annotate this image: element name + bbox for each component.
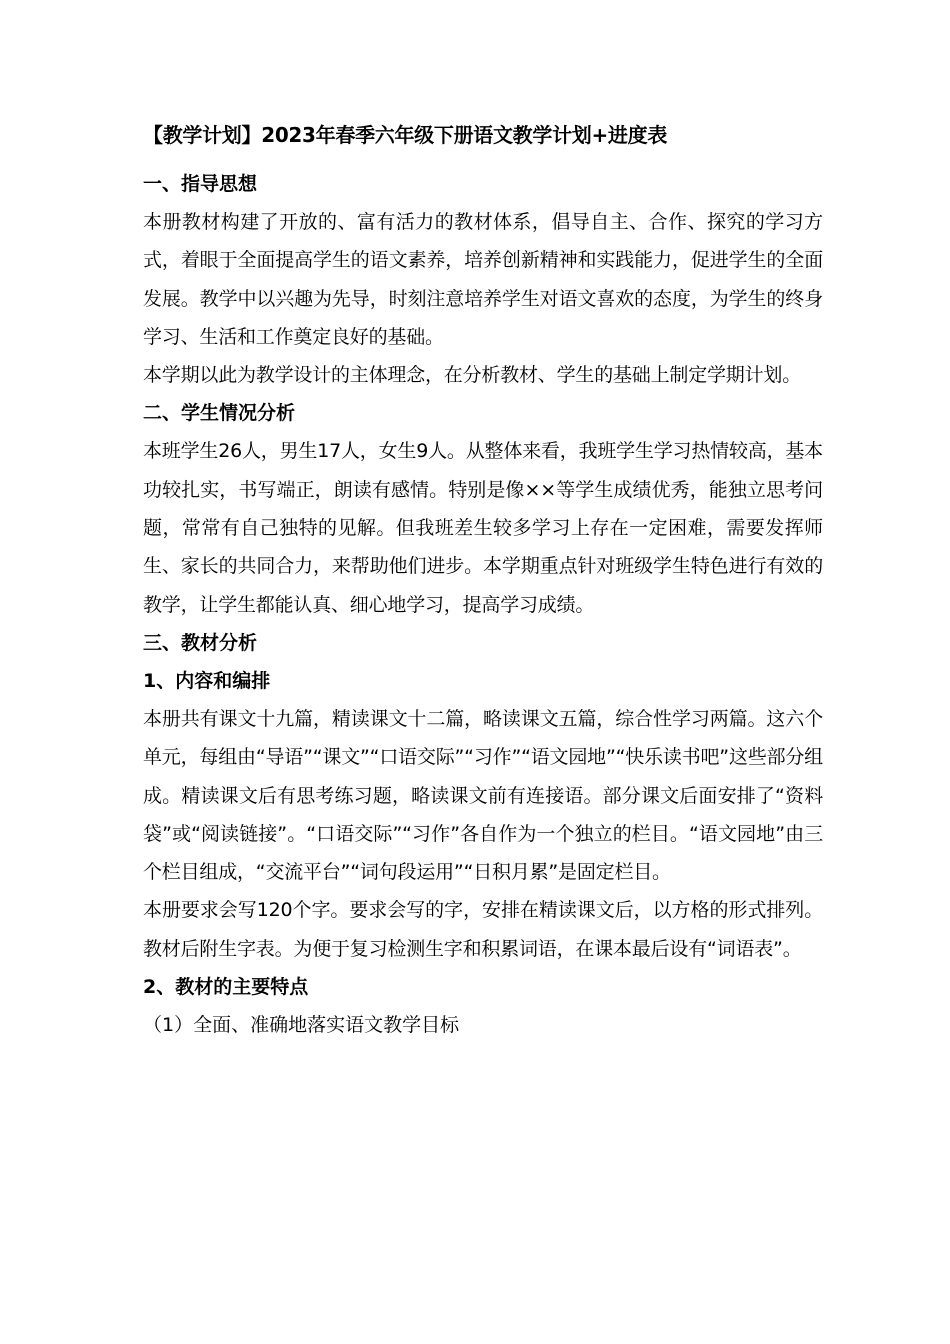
section-heading-textbook-analysis: 三、教材分析	[143, 631, 258, 654]
document-title: 【教学计划】2023年春季六年级下册语文教学计划+进度表	[143, 123, 668, 147]
paragraph-student-analysis: 本班学生26人，男生17人，女生9人。从整体来看，我班学生学习热情较高，基本功较扎实，书写端正，朗读有感情。特别是像××等学生成绩优秀，能独立思考问题，常常有自己独特的见解。但我班差生较多学习上存在一定困难，需要发挥师生、家长的共同合力，来帮助他们进步。本学期重点针对班级学生特色进行有效的教学，让学生都能认真、细心地学习，提高学习成绩。	[143, 440, 823, 616]
paragraph-guiding-ideology-1: 本册教材构建了开放的、富有活力的教材体系，倡导自主、合作、探究的学习方式，着眼于全面提高学生的语文素养，培养创新精神和实践能力，促进学生的全面发展。教学中以兴趣为先导，时刻注意培养学生对语文喜欢的态度，为学生的终身学习、生活和工作奠定良好的基础。	[143, 211, 823, 348]
list-item-feature-1: （1）全面、准确地落实语文教学目标	[143, 1014, 460, 1037]
document-body	[143, 115, 823, 1044]
paragraph-content-arrangement-2: 本册要求会写120个字。要求会写的字，安排在精读课文后，以方格的形式排列。教材后附生字表。为便于复习检测生字和积累词语，在课本最后设有“词语表”。	[143, 899, 823, 960]
paragraph-guiding-ideology-2: 本学期以此为教学设计的主体理念，在分析教材、学生的基础上制定学期计划。	[143, 364, 802, 387]
section-heading-student-analysis: 二、学生情况分析	[143, 402, 296, 425]
subsection-heading-main-features: 2、教材的主要特点	[143, 976, 309, 999]
paragraph-content-arrangement-1: 本册共有课文十九篇，精读课文十二篇，略读课文五篇，综合性学习两篇。这六个单元，每组由“导语”“课文”“口语交际”“习作”“语文园地”“快乐读书吧”这些部分组成。精读课文后有思考练习题，略读课文前有连接语。部分课文后面安排了“资料袋”或“阅读链接”。“口语交际”“习作”各自作为一个独立的栏目。“语文园地”由三个栏目组成，“交流平台”“词句段运用”“日积月累”是固定栏目。	[143, 707, 823, 884]
section-heading-guiding-ideology: 一、指导思想	[143, 173, 258, 195]
subsection-heading-content-arrangement: 1、内容和编排	[143, 669, 271, 692]
